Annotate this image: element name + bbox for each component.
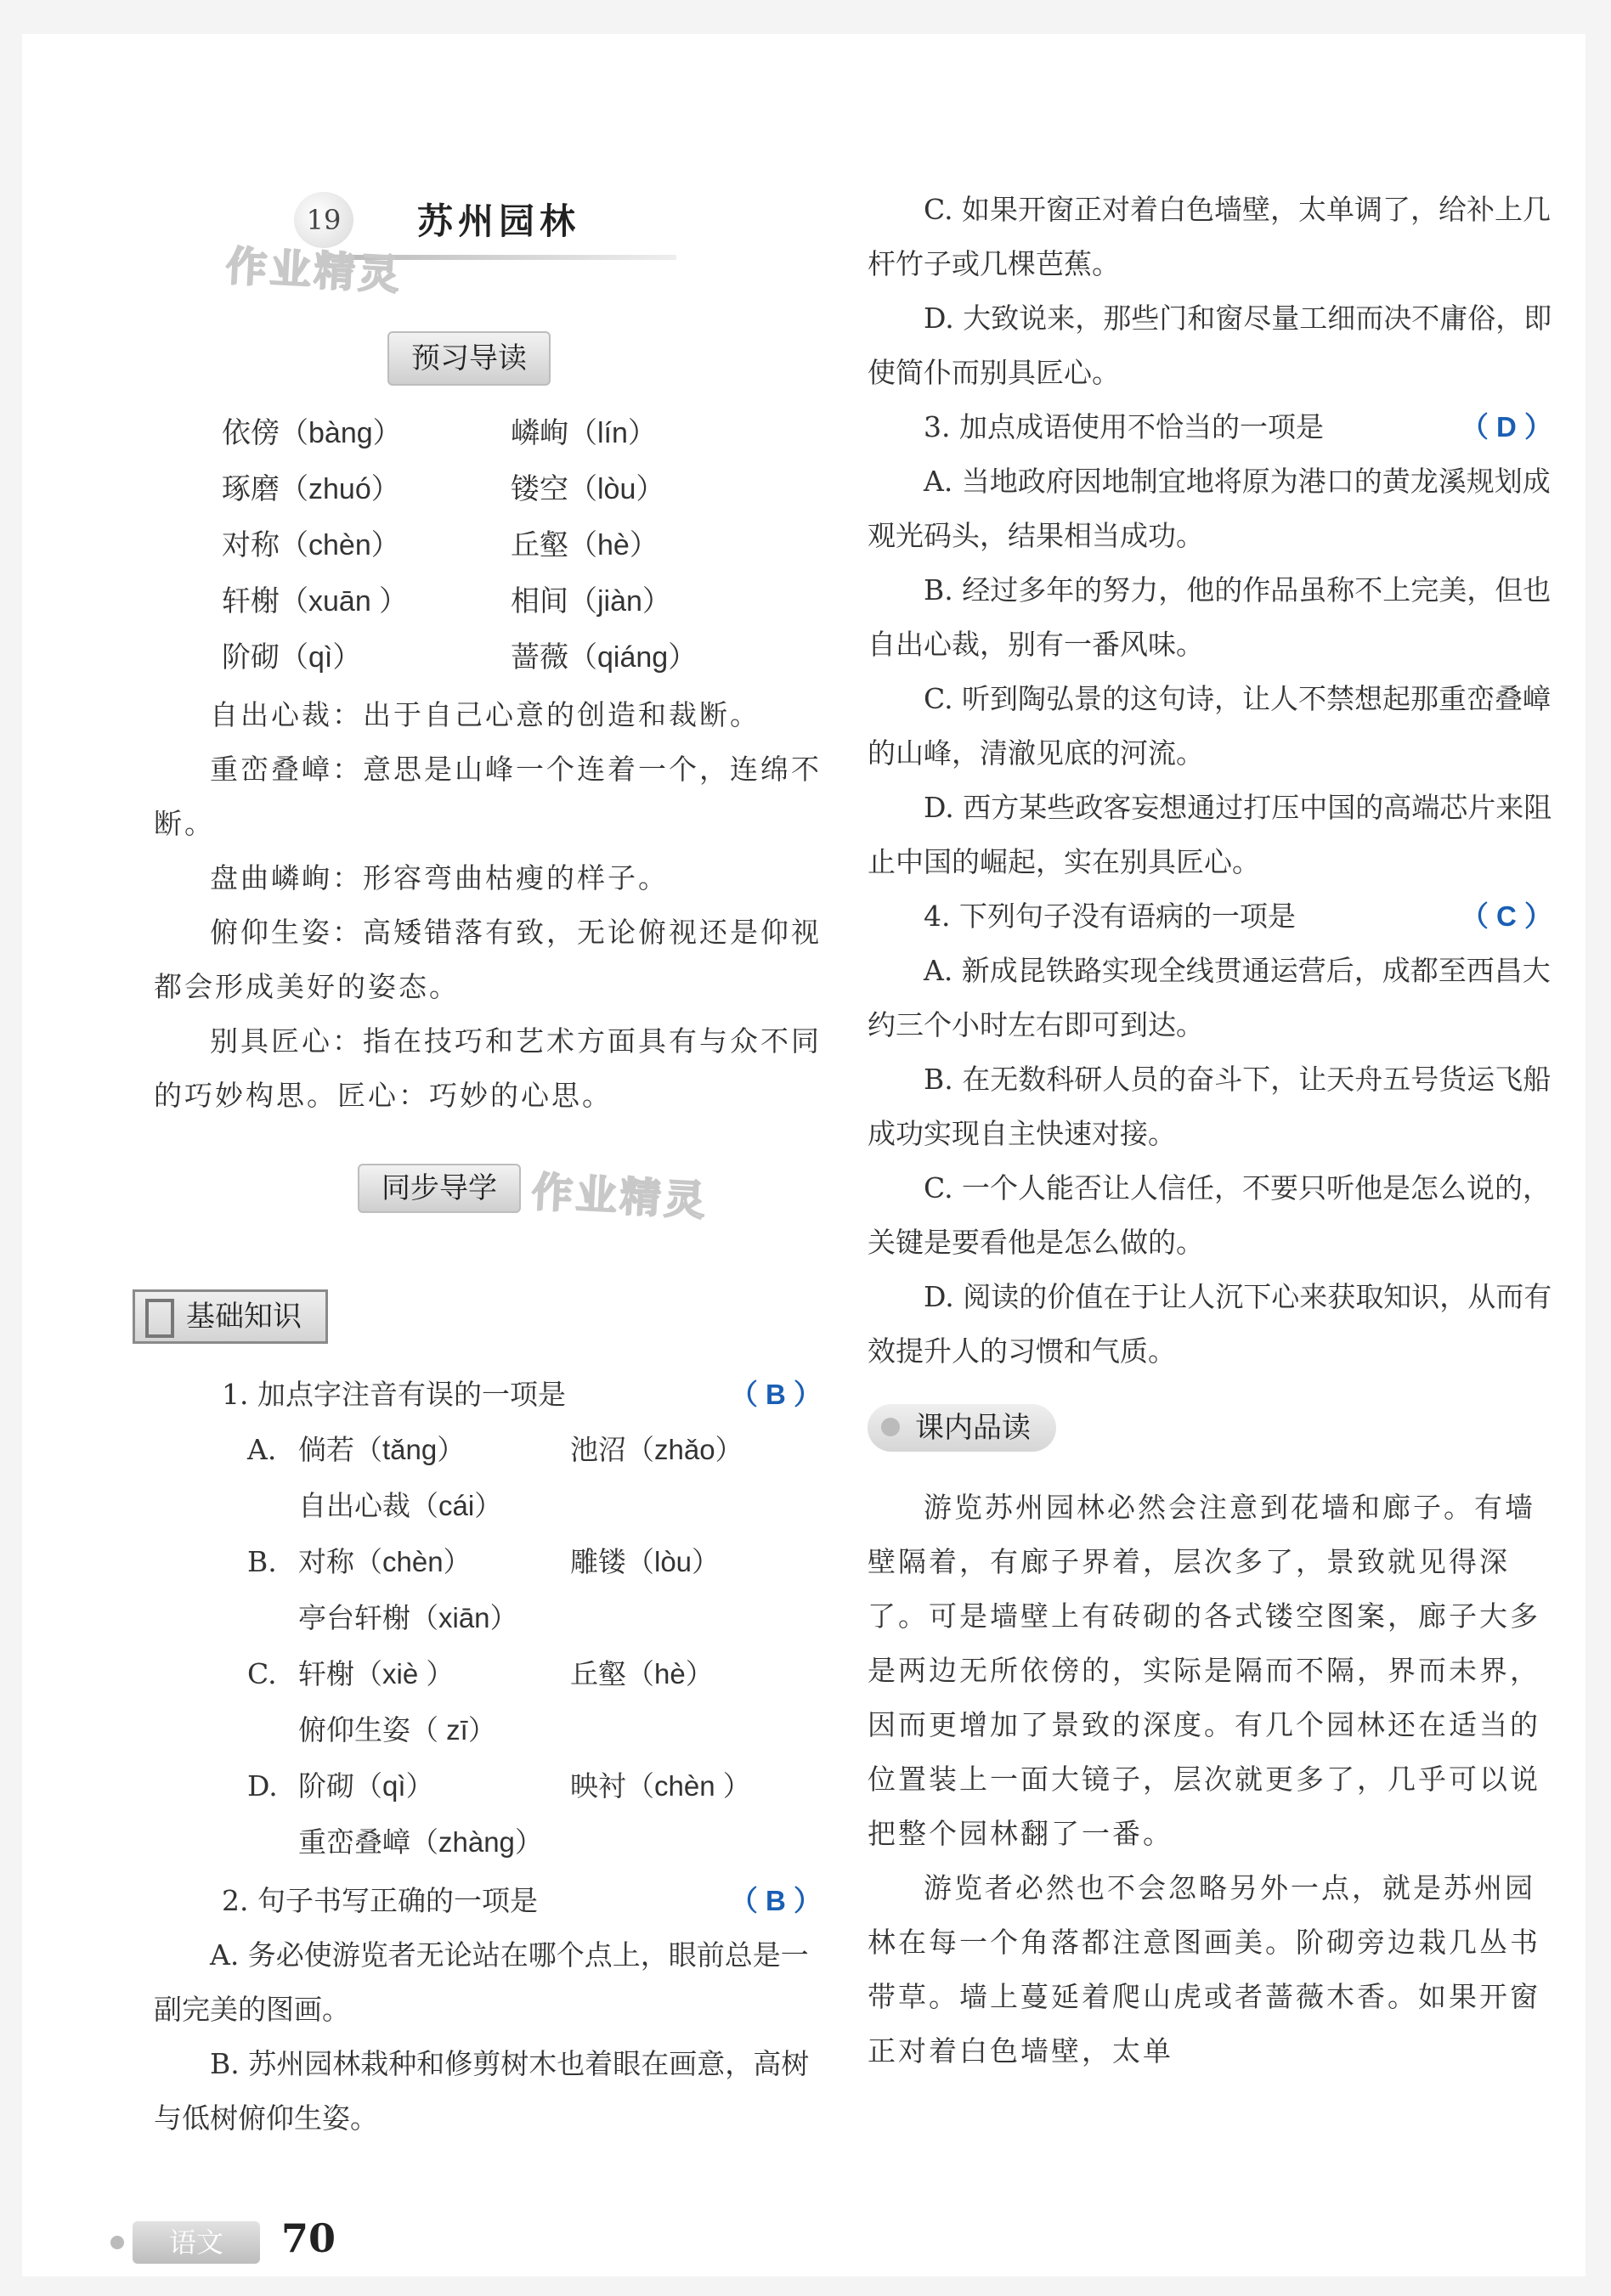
- vocab-row: 依傍（bàng） 嶙峋（lín）: [222, 417, 657, 449]
- option-a: A. 新成昆铁路实现全线贯通运营后，成都至西昌大约三个小时左右即可到达。: [868, 954, 1551, 1041]
- vocab-list: [128, 409, 825, 690]
- reading-paragraph: 游览者必然也不会忽略另外一点，就是苏州园林在每一个角落都注意图画美。阶砌旁边栽几丛书带草。墙上蔓延着爬山虎或者蔷薇木香。如果开窗正对着白色墙壁，太单: [868, 1871, 1540, 2068]
- section-preview: 预习导读: [387, 331, 551, 386]
- option-a: A. 务必使游览者无论站在哪个点上，眼前总是一副完美的图画。: [154, 1938, 809, 2026]
- option-a: A. 当地政府因地制宜地将原为港口的黄龙溪规划成观光码头，结果相当成功。: [868, 465, 1551, 552]
- option-b: B. 苏州园林栽种和修剪树木也着眼在画意，高树与低树俯仰生姿。: [154, 2047, 810, 2135]
- option-a: A. 倘若（tǎng） 池沼（zhǎo）: [247, 1433, 743, 1466]
- question-4: [868, 889, 1556, 944]
- option-b: B. 对称（chèn） 雕镂（lòu）: [247, 1545, 721, 1578]
- subject-badge: 语文: [133, 2221, 260, 2264]
- option-d: D. 大致说来，那些门和窗尽量工细而决不庸俗，即使简仆而别具匠心。: [868, 302, 1552, 389]
- answer: （ D ）: [1460, 411, 1552, 443]
- vocab-row: 轩榭（xuān ） 相间（jiàn）: [222, 585, 671, 618]
- definition: 盘曲嶙峋：形容弯曲枯瘦的样子。: [210, 861, 669, 894]
- definitions: [154, 688, 825, 1123]
- watermark-logo: 作业精灵: [530, 1168, 710, 1226]
- option-c: C. 如果开窗正对着白色墙壁，太单调了，给补上几杆竹子或几棵芭蕉。: [868, 193, 1552, 280]
- watermark-logo: 作业精灵: [224, 242, 404, 300]
- vocab-row: 对称（chèn） 丘壑（hè）: [222, 529, 659, 561]
- footer-dot-icon: [110, 2236, 124, 2249]
- workbook-page: [22, 34, 1586, 2276]
- answer: （ B ）: [729, 1379, 822, 1410]
- definition: 自出心裁：出于自己心意的创造和裁断。: [210, 698, 760, 731]
- question-1: 1. 加点字注音有误的一项是 （ B ） A. 倘若（tǎng） 池沼（zhǎo） 自出心裁（cái） B. 对称（chèn） 雕镂（lòu） 亭台轩榭（xiān） C. 轩榭（xiè ） 丘壑（hè） 俯仰生姿（ zī） D. 阶砌（qì） 映衬（chèn ） 重峦叠嶂（zhàng） 2. 句子书写正确的一项是 （ B ） A. 务必使游览者无论站在哪个点上，眼前总是一副完美的图画。 B. 苏州园林栽种和修剪树木也着眼在画意，高树与低树俯仰生姿。: [154, 1368, 825, 2146]
- question-stem: 2. 句子书写正确的一项是: [222, 1884, 538, 1917]
- definition: 重峦叠嶂：意思是山峰一个连着一个，连绵不断。: [154, 753, 822, 840]
- square-icon: [145, 1299, 174, 1338]
- option-d: D. 阅读的价值在于让人沉下心来获取知识，从而有效提升人的习惯和气质。: [868, 1280, 1552, 1368]
- reading-paragraph: 游览苏州园林必然会注意到花墙和廊子。有墙壁隔着，有廊子界着，层次多了，景致就见得深了。可是墙壁上有砖砌的各式镂空图案，廊子大多是两边无所依傍的，实际是隔而不隔，界而未界，因而更增加了景致的深度。有几个园林还在适当的位置装上一面大镜子，层次就更多了，几乎可以说把整个园林翻了一番。: [868, 1491, 1540, 1850]
- lesson-number: 19: [294, 192, 353, 248]
- answer: （ C ）: [1460, 900, 1552, 932]
- lesson-title: 苏州园林: [417, 200, 581, 242]
- section-reading: 课内品读: [868, 1404, 1056, 1452]
- question-stem: 4. 下列句子没有语病的一项是: [924, 900, 1296, 933]
- option-d: D. 西方某些政客妄想通过打压中国的高端芯片来阻止中国的崛起，实在别具匠心。: [868, 791, 1552, 878]
- section-basic: 基础知识: [133, 1289, 328, 1344]
- question-2: [154, 1874, 825, 1928]
- option-c: C. 听到陶弘景的这句诗，让人不禁想起那重峦叠嶂的山峰，清澈见底的河流。: [868, 682, 1552, 770]
- question-3: [868, 400, 1556, 454]
- answer: （ B ）: [729, 1885, 822, 1916]
- option-c: C. 一个人能否让人信任，不要只听他是怎么说的，关键是要看他是怎么做的。: [868, 1171, 1552, 1259]
- definition: 别具匠心：指在技巧和艺术方面具有与众不同的巧妙构思。匠心：巧妙的心思。: [154, 1024, 822, 1112]
- definition: 俯仰生姿：高矮错落有致，无论俯视还是仰视都会形成美好的姿态。: [154, 916, 822, 1003]
- right-column: [868, 183, 1556, 2079]
- question-stem: 3. 加点成语使用不恰当的一项是: [924, 410, 1324, 443]
- section-sync: 同步导学: [358, 1164, 521, 1213]
- page-number: 70: [281, 2215, 336, 2261]
- vocab-row: 阶砌（qì） 蔷薇（qiáng）: [222, 641, 698, 674]
- option-b: B. 在无数科研人员的奋斗下，让天舟五号货运飞船成功实现自主快速对接。: [868, 1063, 1552, 1150]
- vocab-row: 琢磨（zhuó） 镂空（lòu）: [222, 473, 665, 505]
- bullet-icon: [881, 1418, 900, 1436]
- question-stem: 1. 加点字注音有误的一项是: [222, 1378, 566, 1411]
- option-d: D. 阶砌（qì） 映衬（chèn ）: [247, 1769, 751, 1802]
- option-b: B. 经过多年的努力，他的作品虽称不上完美，但也自出心裁，别有一番风味。: [868, 573, 1552, 661]
- option-c: C. 轩榭（xiè ） 丘壑（hè）: [247, 1657, 714, 1690]
